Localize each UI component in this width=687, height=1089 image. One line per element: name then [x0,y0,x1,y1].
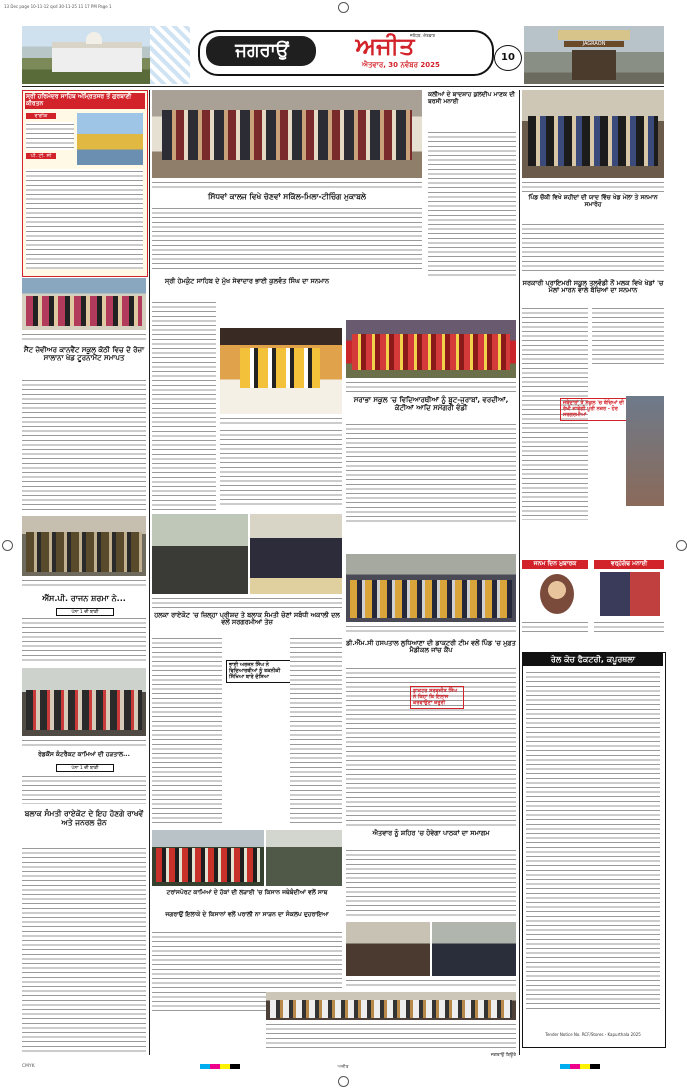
masthead-edition: ਜਲੰਧਰ, ਐਤਵਾਰ [410,33,435,38]
rail-headline: ਰੇਲ ਕੋਚ ਫੈਕਟਰੀ, ਕਪੂਰਥਲਾ [523,653,663,666]
contract-story-body [22,774,146,804]
sp-continued: ਪੰਨਾ 1 ਦੀ ਬਾਕੀ [56,608,114,616]
political-caption [152,596,342,608]
zone-headline: ਬਲਾਕ ਸੰਮਤੀ ਰਾਏਕੋਟ ਦੇ ਇਹ ਹੋਣਗੇ ਰਾਖਵੇਂ ਅਤੇ ਜਨਰਲ ਜ਼ੋਨ [24,809,144,827]
dress-story-body [346,422,516,522]
rail-notice-body [526,670,660,1010]
mid-quote-box: ਭਾਈ ਅਰਜਨ ਸਿੰਘ ਨੇ ਵਿਦਿਆਰਥੀਆਂ ਨੂੰ ਤਕਨੀਕੀ ਸਿੱਖਿਆ ਬਾਰੇ ਦੱਸਿਆ [226,660,292,683]
school-headline: ਸੈਂਟ ਜ਼ੇਵੀਅਰ ਕਾਨਵੈਂਟ ਸਕੂਲ ਕੋਠੀ ਵਿਚ ਦੋ ਰੋਜ਼ਾ ਸਾਲਾਨਾ ਖੇਡ ਟੂਰਨਾਮੈਂਟ ਸਮਾਪਤ [23,346,145,363]
temple-headline: ਸ੍ਰੀ ਹੇਮਕੁੰਟ ਸਾਹਿਬ ਦੇ ਮੁੱਖ ਸੇਵਾਦਾਰ ਭਾਈ ਕੁਲਵੰਤ ਸਿੰਘ ਦਾ ਸਨਮਾਨ [164,277,330,285]
protest-headline: ਟਰਾਂਸਪੋਰਟ ਕਾਮਿਆਂ ਦੇ ਹੱਕਾਂ ਦੀ ਲੜਾਈ 'ਚ ਕਿਸਾਨ ਜਥੇਬੰਦੀਆਂ ਵਲੋਂ ਸਾਥ [166,889,328,896]
nursing-headline: ਐਤਵਾਰ ਨੂੰ ਸ਼ਹਿਰ 'ਚ ਹੋਵੇਗਾ ਪਾਠਕਾਂ ਦਾ ਸਮਾਗਮ [372,829,490,837]
kirtan-ad [22,90,148,277]
award-photo-2 [432,922,516,976]
political-meeting-photo-1 [152,514,248,594]
print-slug: 13 Dec page 10-11-12 qxd 30-11-25 11 17 PM Page 1 [4,4,112,9]
college-headline: ਸਿੱਧਵਾਂ ਕਾਲਜ ਵਿਖੇ ਚੋਣਵਾਂ ਸਕਿੱਲ-ਮਿਲਾ-ਟੀਚਿੰਗ ਮੁਕਾਬਲੇ [208,192,366,201]
couple-photo [600,572,660,616]
bottom-photo-caption [266,1022,516,1050]
manak-headline: ਕਲੀਆਂ ਦੇ ਬਾਦਸ਼ਾਹ ਕੁਲਦੀਪ ਮਾਣਕ ਦੀ ਬਰਸੀ ਮਨਾਈ [428,91,515,105]
footer-paper: ਅਜੀਤ [337,1065,349,1070]
school-story-body [22,378,146,510]
teachers-group-photo [22,278,146,330]
anniversary-caption [594,620,664,636]
column-rule-2 [519,90,520,1055]
right-second-headline: ਪਿੰਡ ਚੌਕੀ ਵਿਖੇ ਸ਼ਹੀਦਾਂ ਦੀ ਯਾਦ ਵਿੱਚ ਖੇਡ ਮੇਲਾ ਤੇ ਸਨਮਾਨ ਸਮਾਰੋਹ [528,194,658,208]
birthday-label: ਜਨਮ ਦਿਨ ਮੁਬਾਰਕ [522,560,588,569]
cmyk-swatch-left [200,1064,240,1069]
crop-mark-right [676,540,687,551]
function-photo-caption [522,180,664,192]
award-photo-1 [346,922,430,976]
police-officers-photo [22,516,146,576]
police-caption [22,578,146,586]
masthead-right-photo [524,26,664,84]
college-award-photo [152,90,422,178]
rail-notice-footer: Tender Notice No. RCF/Stores - Kapurthala 2025 [545,1032,641,1037]
crop-mark-left [2,540,13,551]
function-group-photo [522,90,664,178]
anniversary-label: ਵਰ੍ਹੇਗੰਢ ਮਨਾਈ [594,560,664,569]
govt-school-headline: ਸਰਕਾਰੀ ਪ੍ਰਾਇਮਰੀ ਸਕੂਲ ਤਲਵੰਡੀ ਨੌਂ ਮਲਕ ਵਿਖੇ ਖੇਡਾਂ 'ਚ ਮੱਲਾਂ ਮਾਰਨ ਵਾਲੇ ਬੱਚਿਆਂ ਦਾ ਸਨਮਾਨ [522,279,664,295]
kirtan-ad-title: ਸ੍ਰੀ ਹਰਿਮੰਦਰ ਸਾਹਿਬ ਅੰਮ੍ਰਿਤਸਰ ਤੋਂ ਗੁਰਬਾਣੀ ਕੀਰਤਨ [25,93,145,109]
students-dance-photo [346,320,516,378]
birthday-caption [522,620,588,636]
temple-story-right [220,428,342,508]
masthead-rule [22,86,664,87]
govt-school-quote: ਜਥੇਦਾਰਾਂ ਤੇ ਸਕੂਲ 'ਚ ਬੱਚਿਆਂ ਦੀ ਰੱਖੀ ਜਾਵੇਗੀ ਪੂਰੀ ਨਜ਼ਰ - ਹੋਰ ਸਰਗਰਮੀਆਂ [560,398,628,421]
sp-headline: ਐੱਸ.ਪੀ. ਰਾਜਨ ਸ਼ਰਮਾ ਨੇ... [42,594,126,603]
column-rule-1 [149,90,150,1055]
masthead-city: ਜਗਰਾਉਂ [235,40,289,61]
zone-story-body [22,846,146,1054]
panchayat-story-body [152,636,222,826]
cmyk-swatch-right [560,1064,600,1069]
farmers-protest-photo [152,830,264,886]
honour-caption [220,416,342,426]
masthead-date: ਐਤਵਾਰ, 30 ਨਵੰਬਰ 2025 [362,61,440,69]
masthead-pattern [150,26,190,84]
kirtan-ad-text1 [26,122,74,150]
gathering-caption [346,624,516,634]
march-photo [266,830,342,886]
protest-caption [22,738,146,746]
temple-story-left [152,300,216,510]
protest-photo [22,668,146,736]
farmers-headline: ਜਗਰਾਉਂ ਇਲਾਕੇ ਦੇ ਕਿਸਾਨਾਂ ਵਲੋਂ ਪਰਾਲੀ ਨਾ ਸਾੜਨ ਦਾ ਸੰਕਲਪ ਦੁਹਰਾਇਆ [165,911,329,918]
school-kids-photo [626,396,664,506]
bottom-group-photo [266,992,516,1020]
contract-continued: ਪੰਨਾ 1 ਦੀ ਬਾਕੀ [56,764,114,772]
political-meeting-photo-2 [250,514,342,594]
sp-story-body [22,616,146,662]
masthead-paper-name: ਅਜੀਤ [355,31,415,60]
award-caption [346,978,516,988]
page-number-text: 10 [501,52,515,63]
gathering-group-photo [346,554,516,622]
panchayat-story-body-2 [290,636,342,826]
kirtan-ad-label1: ਰਾਗੀਕ [26,113,56,119]
contract-headline: ਰੇਡਕੌਂਸ ਕੰਟਰੈਕਟ ਕਾਮਿਆਂ ਦੀ ਹੜਤਾਲ... [38,751,130,758]
teachers-caption [22,332,146,342]
gate-sign: JAGRAON [564,41,624,47]
masthead-page-number [494,45,522,71]
honour-ceremony-photo [220,328,342,414]
crop-mark-top [338,2,349,13]
college-photo-caption [152,180,422,190]
footer-cmyk: CMYK [22,1064,35,1069]
dress-headline: ਸਰਾਭਾ ਸਕੂਲ 'ਚ ਵਿਦਿਆਰਥੀਆਂ ਨੂੰ ਬੂਟ-ਜੁਰਾਬਾਂ, ਵਰਦੀਆਂ, ਕੋਟੀਆਂ ਆਦਿ ਸਮੱਗਰੀ ਵੰਡੀ [353,396,509,413]
panchayat-headline: ਹਲਕਾ ਰਾਏਕੋਟ 'ਚ ਜ਼ਿਲ੍ਹਾ ਪ੍ਰੀਸ਼ਦ ਤੇ ਬਲਾਕ ਸੰਮਤੀ ਚੋਣਾਂ ਸਬੰਧੀ ਅਕਾਲੀ ਦਲ ਵਲੋਂ ਸਰਗਰਮੀਆਂ ਤੇਜ਼ [154,611,340,627]
kirtan-ad-text2 [26,169,143,269]
crop-mark-bottom [338,1076,349,1087]
byline: ਜਗਰਾਉਂ ਬਿਊਰੋ [490,1053,516,1058]
manak-story-body [428,130,516,278]
dance-caption [346,380,516,392]
college-story-body [152,206,422,272]
kirtan-ad-label2: ਪੀ. ਟੀ. ਸੀ [26,153,56,159]
right-second-body [522,222,664,274]
govt-school-body-b [592,306,664,364]
golden-temple-photo [77,113,143,165]
birthday-child-photo [540,574,574,614]
nursing-story-body [346,848,516,918]
medical-quote: ਡਾਕਟਰ ਸਰਵਜੀਤ ਸਿੰਘ ਨੇ ਕਿਹਾ ਕਿ ਇਲਾਜ ਕਰਵਾਉਣਾ ਜ਼ਰੂਰੀ [410,686,464,709]
medical-headline: ਡੀ.ਐੱਮ.ਸੀ ਹਸਪਤਾਲ ਲੁਧਿਆਣਾ ਦੀ ਡਾਕਟਰੀ ਟੀਮ ਵਲੋਂ ਪਿੰਡ 'ਚ ਮੁਫ਼ਤ ਮੈਡੀਕਲ ਜਾਂਚ ਕੈਂਪ [346,639,516,655]
